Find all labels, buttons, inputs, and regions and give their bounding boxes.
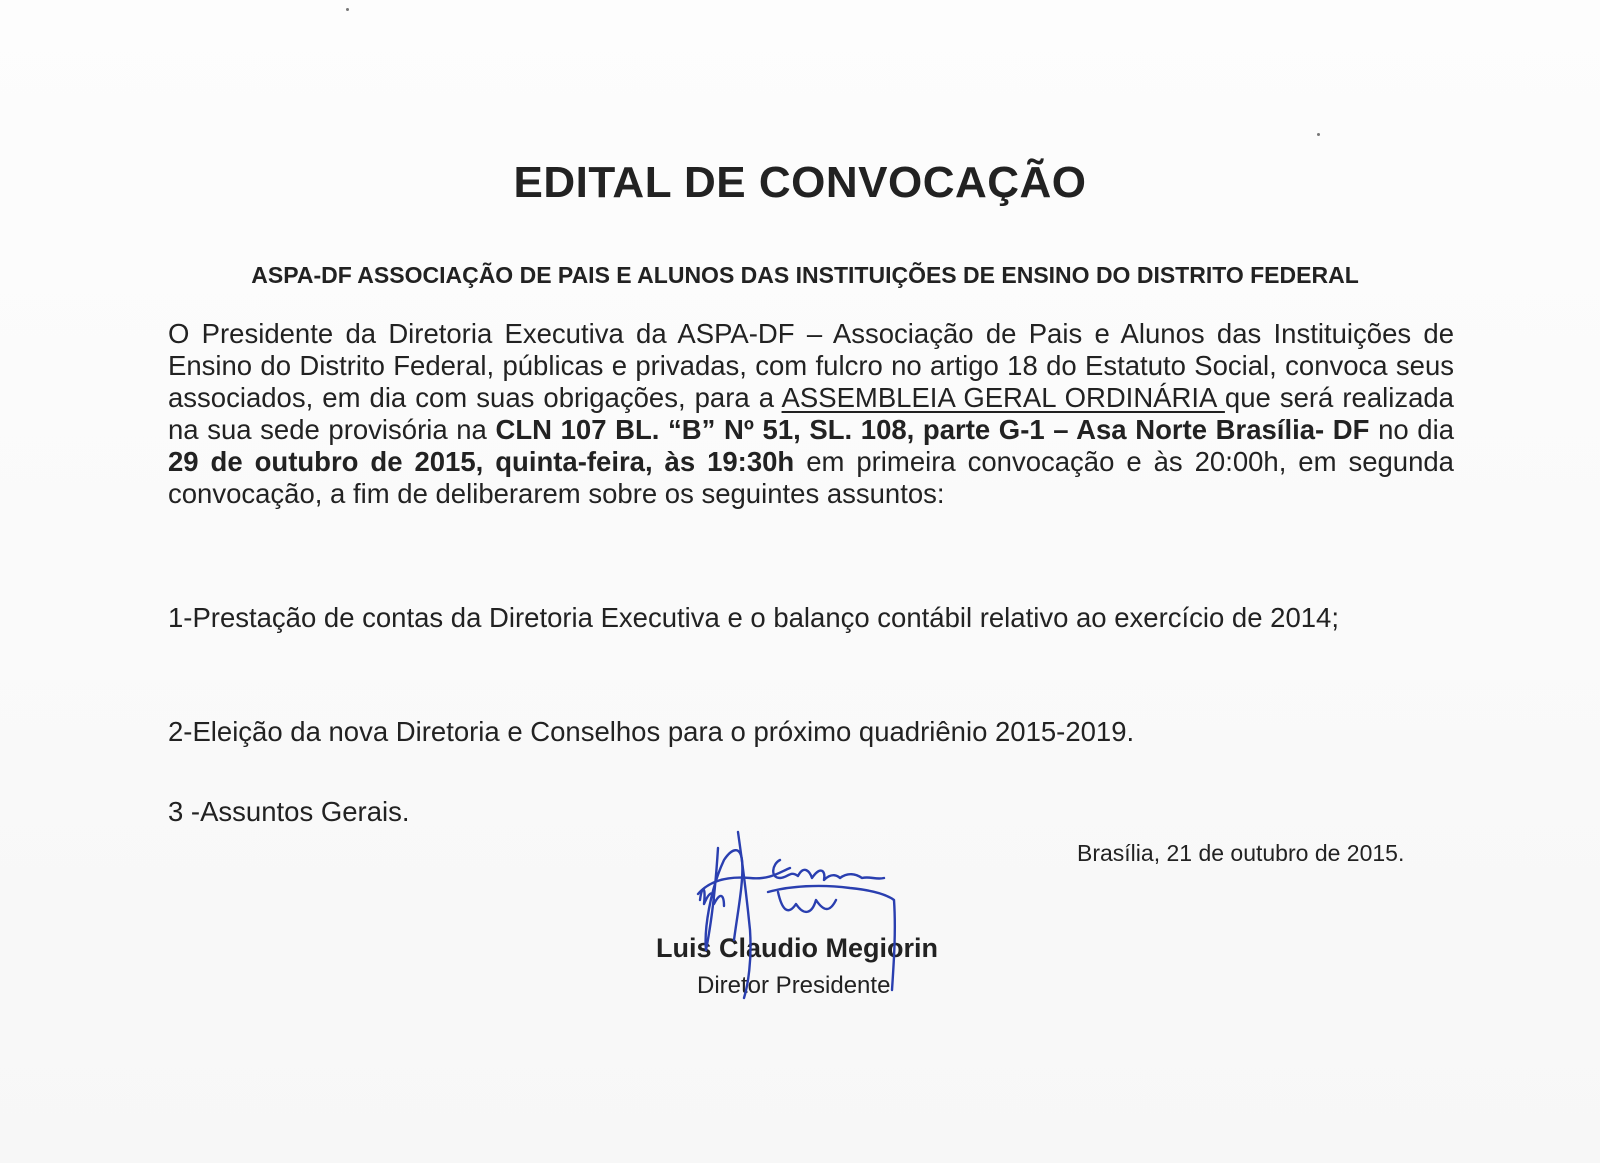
agenda-item: 2-Eleição da nova Diretoria e Conselhos para o próximo quadriênio 2015-2019.: [168, 716, 1135, 747]
place-and-date: Brasília, 21 de outubro de 2015.: [1077, 840, 1405, 866]
agenda-item: 3 -Assuntos Gerais.: [168, 796, 410, 827]
meeting-address: CLN 107 BL. “B” Nº 51, SL. 108, parte G-1 – Asa Norte Brasília- DF: [495, 414, 1370, 445]
paragraph-text: que será realizada na sua sede provisória na: [168, 382, 1454, 445]
paragraph-text: em primeira convocação e às 20:00h, em segunda convocação, a fim de deliberarem sobre os seguintes assuntos:: [168, 446, 1454, 509]
paper-speck: [1317, 133, 1320, 136]
paragraph-text: O Presidente da Diretoria Executiva da ASPA-DF – Associação de Pais e Alunos das Instituições de Ensino do Distrito Federal, públicas e privadas, com fulcro no artigo 18 do Estatuto Social, convoca seus associados, em dia com suas obrigações, para a: [168, 318, 1454, 413]
signer-name: Luis Claudio Megiorin: [656, 933, 938, 963]
paragraph-text: no dia: [1369, 414, 1454, 445]
assembly-name: ASSEMBLEIA GERAL ORDINÁRIA: [781, 382, 1225, 413]
signer-role: Diretor Presidente: [697, 972, 891, 999]
document-title: EDITAL DE CONVOCAÇÃO: [513, 158, 1087, 207]
convocation-paragraph: [168, 318, 1454, 510]
meeting-date-time: 29 de outubro de 2015, quinta-feira, às 19:30h: [168, 446, 795, 477]
organization-heading: ASPA-DF ASSOCIAÇÃO DE PAIS E ALUNOS DAS INSTITUIÇÕES DE ENSINO DO DISTRITO FEDERAL: [251, 262, 1359, 288]
paper-speck: [346, 8, 349, 11]
agenda-item: 1-Prestação de contas da Diretoria Executiva e o balanço contábil relativo ao exercício de 2014;: [168, 602, 1339, 633]
